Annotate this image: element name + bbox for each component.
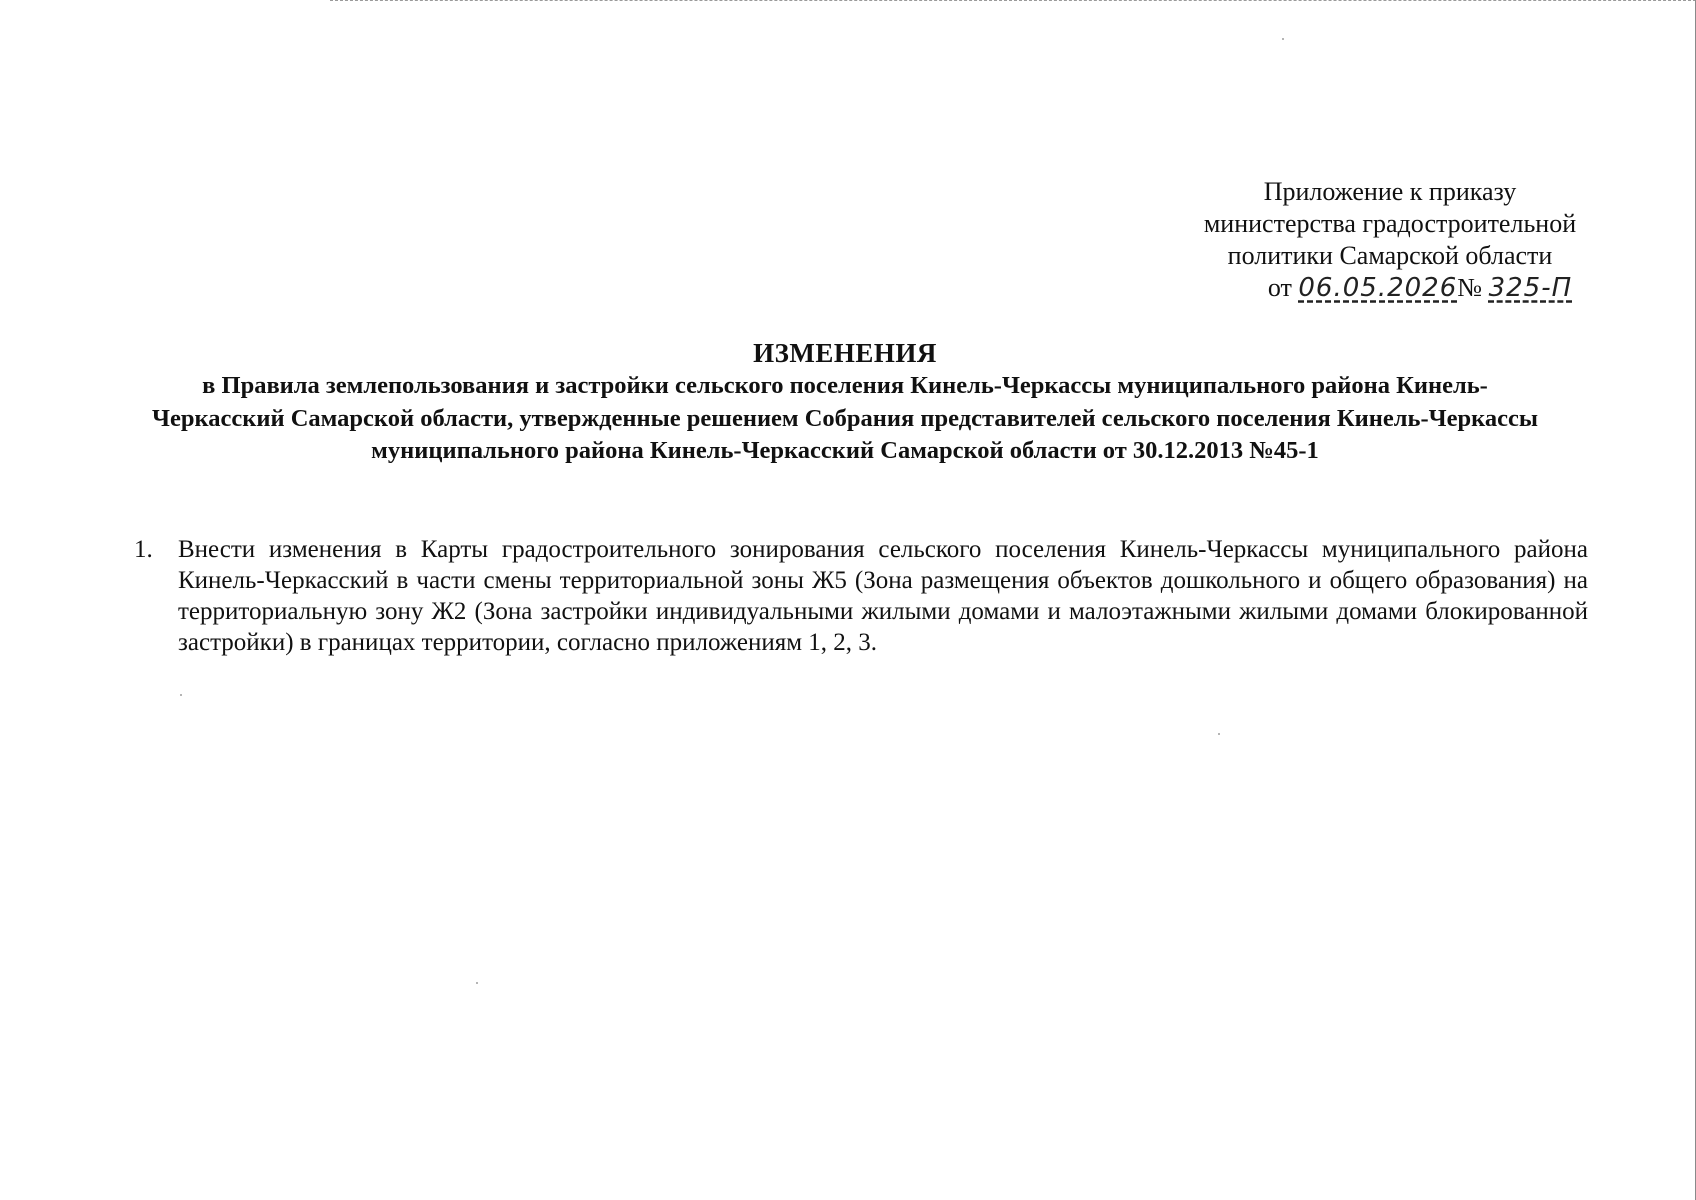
page-title: ИЗМЕНЕНИЯ — [753, 338, 937, 368]
attachment-line-1: Приложение к приказу — [1263, 177, 1517, 206]
attachment-line-3: политики Самарской области — [1227, 241, 1553, 270]
scan-speck — [476, 982, 478, 984]
number-prefix: № — [1457, 273, 1483, 302]
date-prefix: от — [1267, 273, 1292, 302]
numbered-list — [130, 534, 1588, 658]
scan-top-edge — [330, 0, 1696, 2]
scan-speck — [180, 694, 182, 696]
list-item — [130, 534, 1588, 658]
handwritten-date: 06.05.2026 — [1298, 273, 1458, 303]
scan-speck — [1282, 38, 1284, 40]
list-item-text: Внести изменения в Карты градостроительного зонирования сельского поселения Кинель-Черкассы муниципального района Кинель-Черкасский в части смены территориальной зоны Ж5 (Зона размещения объектов дошкольного и общего образования) на территориальную зону Ж2 (Зона застройки индивидуальными жилыми домами и малоэтажными жилыми домами блокированной застройки) в границах территории, согласно приложениям 1, 2, 3. — [178, 536, 1588, 656]
attachment-note — [1150, 176, 1630, 304]
scan-speck — [1218, 733, 1220, 735]
title-block — [140, 336, 1550, 468]
handwritten-number: 325-П — [1488, 273, 1573, 303]
attachment-line-2: министерства градостроительной — [1203, 209, 1577, 238]
page-subtitle: в Правила землепользования и застройки сельского поселения Кинель-Черкассы муниципального района Кинель-Черкасский Самарской области, утвержденные решением Собрания представителей сельского поселения Кинель-Черкассы муниципального района Кинель-Черкасский Самарской области от 30.12.2013 №45-1 — [152, 372, 1538, 464]
list-item-number: 1. — [134, 536, 153, 563]
attachment-date-number-row — [1208, 272, 1572, 304]
